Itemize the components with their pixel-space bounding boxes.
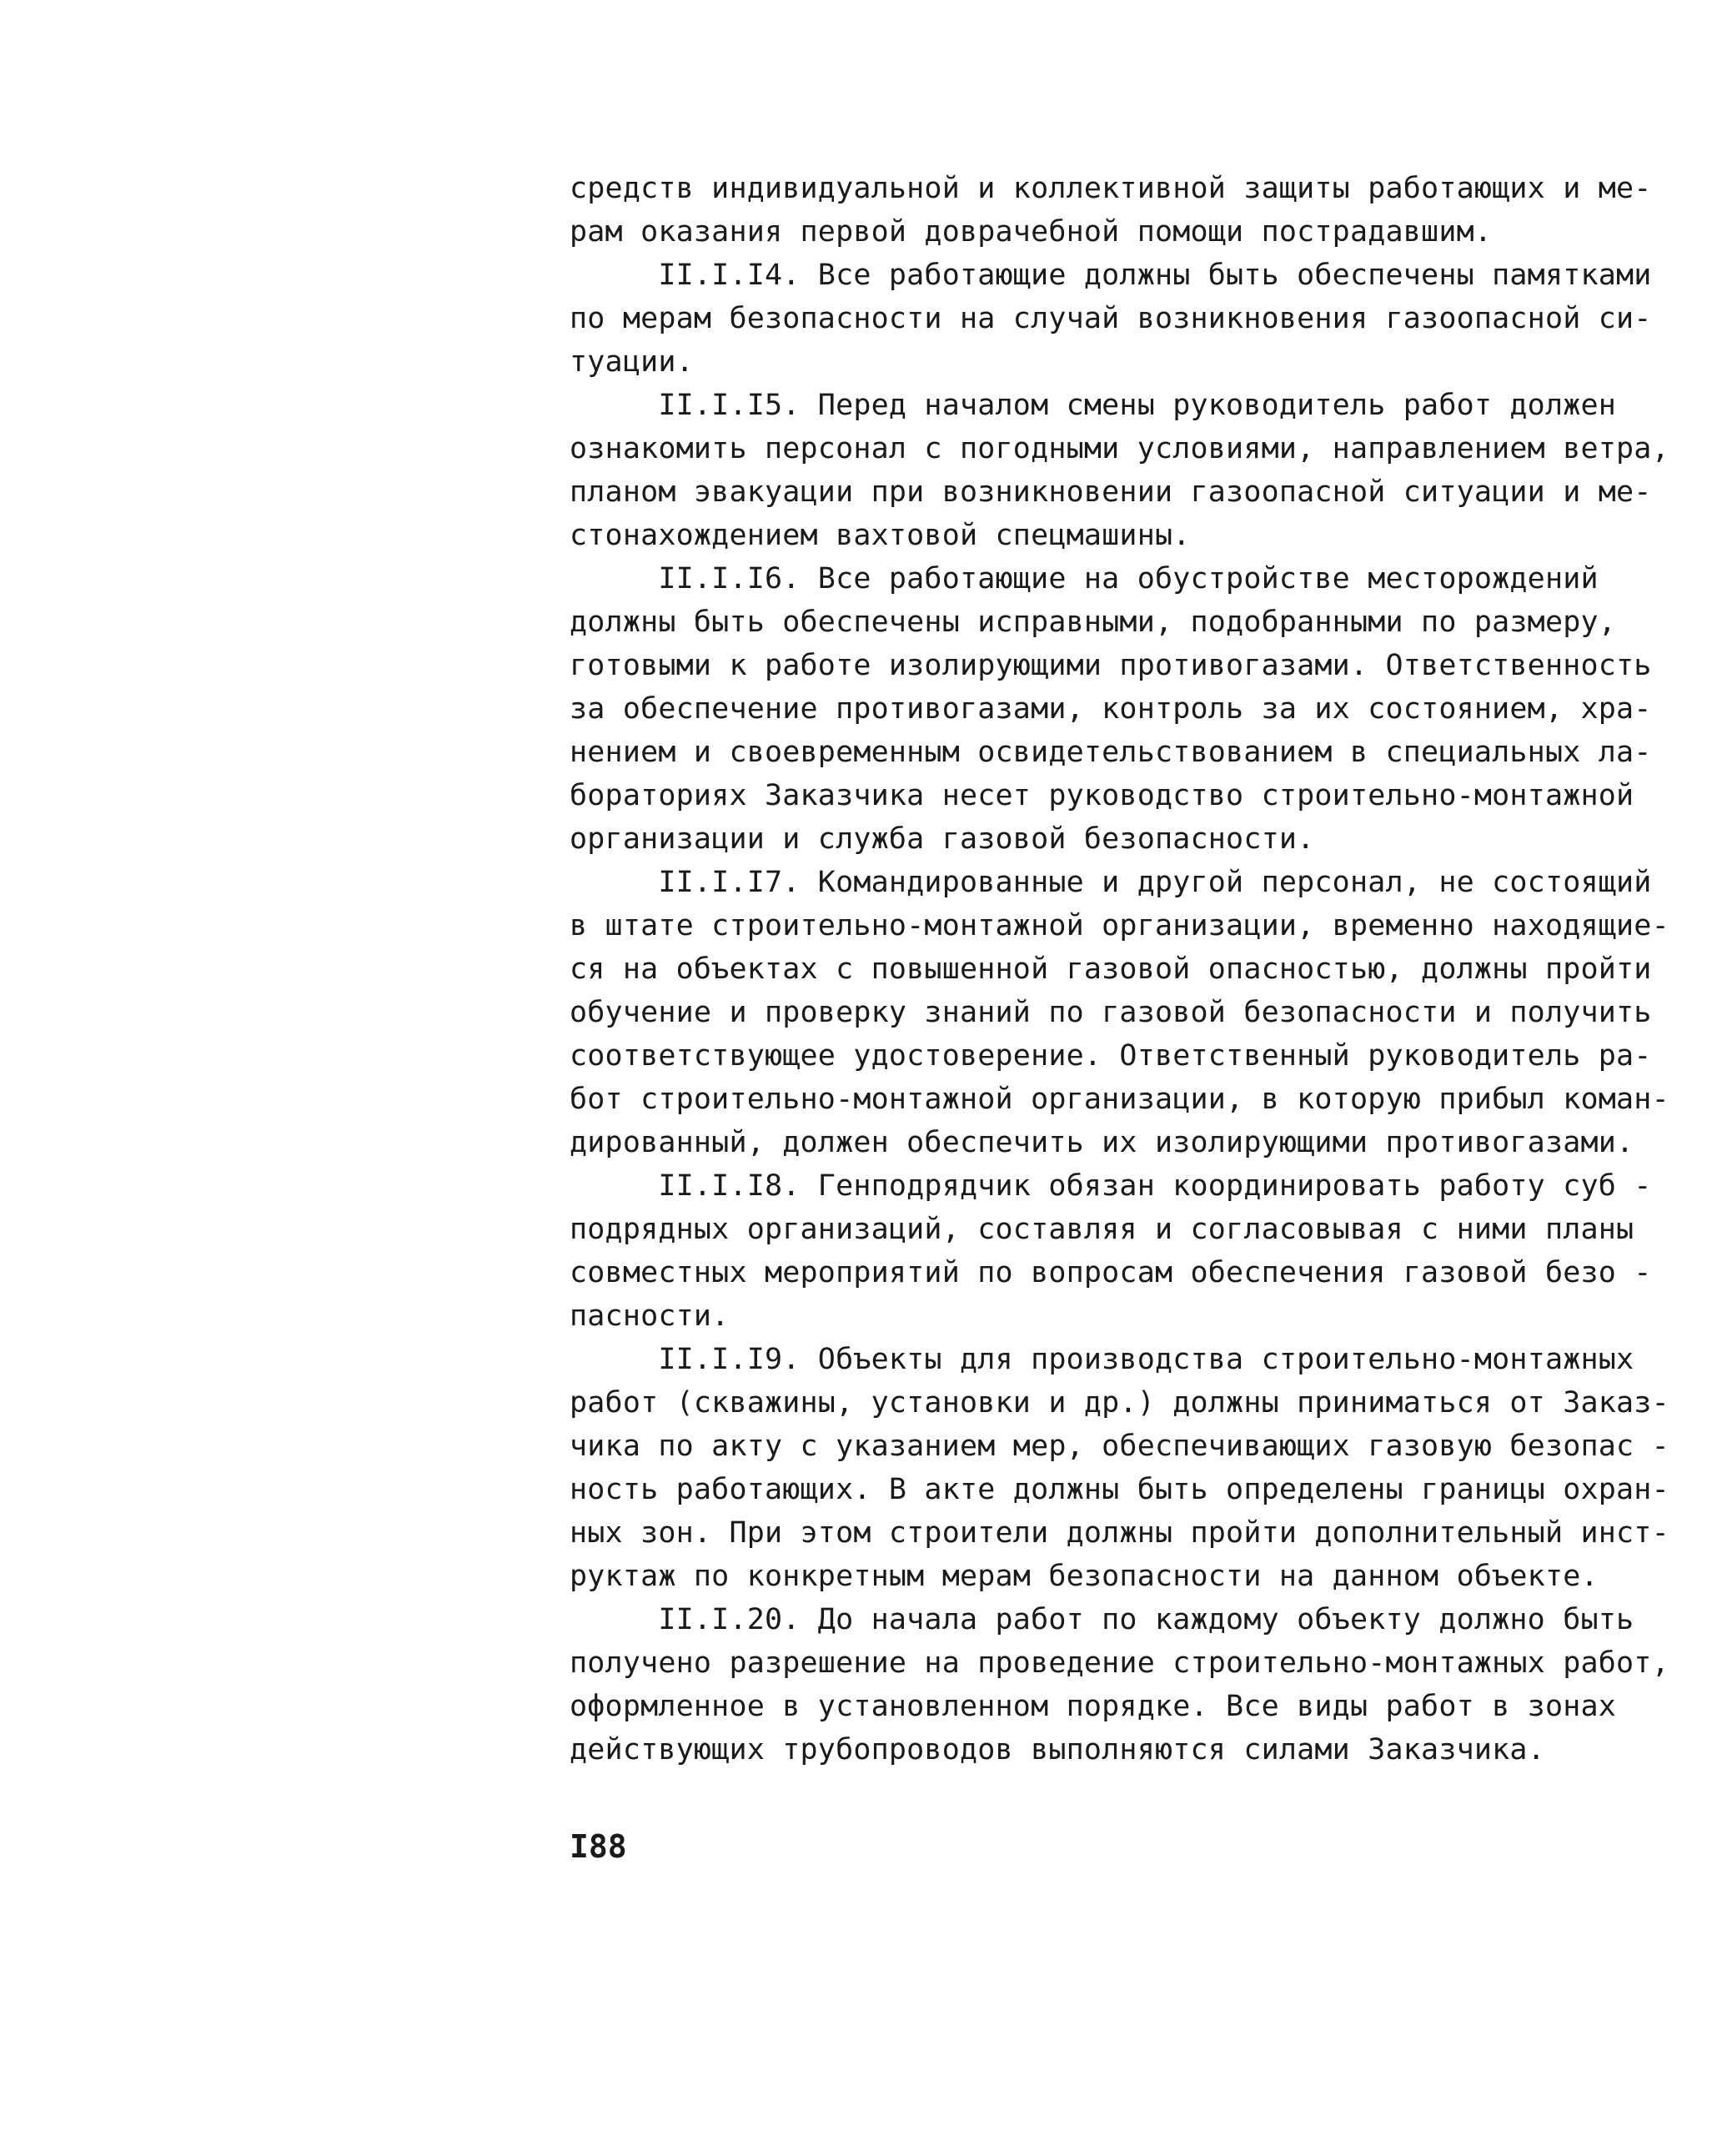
text-line: бот строительно-монтажной организации, в которую прибыл коман- — [570, 1083, 1669, 1116]
text-line: ся на объектах с повышенной газовой опасностью, должны пройти — [570, 952, 1652, 986]
text-line: II.I.I9. Объекты для производства строительно-монтажных — [570, 1343, 1634, 1376]
text-line: в штате строительно-монтажной организации, временно находящие- — [570, 909, 1669, 942]
text-line: II.I.I8. Генподрядчик обязан координировать работу суб - — [570, 1169, 1652, 1203]
text-line: II.I.20. До начала работ по каждому объекту должно быть — [570, 1603, 1634, 1636]
page-number: I88 — [570, 1828, 627, 1865]
text-line: обучение и проверку знаний по газовой безопасности и получить — [570, 996, 1652, 1029]
text-line: II.I.I6. Все работающие на обустройстве месторождений — [570, 562, 1599, 596]
text-line: по мерам безопасности на случай возникновения газоопасной си- — [570, 302, 1652, 335]
text-line: работ (скважины, установки и др.) должны приниматься от Заказ- — [570, 1386, 1669, 1420]
text-line: рам оказания первой доврачебной помощи пострадавшим. — [570, 215, 1493, 249]
body-text — [570, 167, 1669, 1772]
text-line: готовыми к работе изолирующими противогазами. Ответственность — [570, 649, 1652, 682]
text-line: действующих трубопроводов выполняются силами Заказчика. — [570, 1733, 1545, 1767]
text-line: организации и служба газовой безопасности. — [570, 822, 1315, 856]
text-line: оформленное в установленном порядке. Все виды работ в зонах — [570, 1690, 1617, 1723]
text-line: дированный, должен обеспечить их изолирующими противогазами. — [570, 1126, 1634, 1159]
text-line: ных зон. При этом строители должны пройти дополнительный инст- — [570, 1516, 1669, 1550]
text-line: совместных мероприятий по вопросам обеспечения газовой безо - — [570, 1256, 1652, 1289]
text-line: II.I.I4. Все работающие должны быть обеспечены памятками — [570, 259, 1652, 292]
text-line: туации. — [570, 345, 694, 379]
text-line: планом эвакуации при возникновении газоопасной ситуации и ме- — [570, 475, 1652, 509]
text-line: пасности. — [570, 1299, 730, 1333]
text-line: стонахождением вахтовой спецмашины. — [570, 519, 1191, 552]
text-line: средств индивидуальной и коллективной защиты работающих и ме- — [570, 172, 1652, 205]
text-line: II.I.I5. Перед началом смены руководитель работ должен — [570, 389, 1617, 422]
text-line: должны быть обеспечены исправными, подобранными по размеру, — [570, 606, 1617, 639]
text-line: бораториях Заказчика несет руководство строительно-монтажной — [570, 779, 1634, 812]
text-line: II.I.I7. Командированные и другой персонал, не состоящий — [570, 866, 1652, 899]
text-line: чика по акту с указанием мер, обеспечивающих газовую безопас - — [570, 1430, 1669, 1463]
text-line: нением и своевременным освидетельствованием в специальных ла- — [570, 736, 1652, 769]
text-line: ознакомить персонал с погодными условиями, направлением ветра, — [570, 432, 1669, 465]
text-line: за обеспечение противогазами, контроль за их состоянием, хра- — [570, 692, 1652, 726]
text-line: получено разрешение на проведение строительно-монтажных работ, — [570, 1646, 1669, 1680]
text-line: подрядных организаций, составляя и согласовывая с ними планы — [570, 1213, 1634, 1246]
text-line: ность работающих. В акте должны быть определены границы охран- — [570, 1473, 1669, 1506]
text-line: руктаж по конкретным мерам безопасности на данном объекте. — [570, 1560, 1599, 1593]
text-line: соответствующее удостоверение. Ответственный руководитель ра- — [570, 1039, 1652, 1073]
